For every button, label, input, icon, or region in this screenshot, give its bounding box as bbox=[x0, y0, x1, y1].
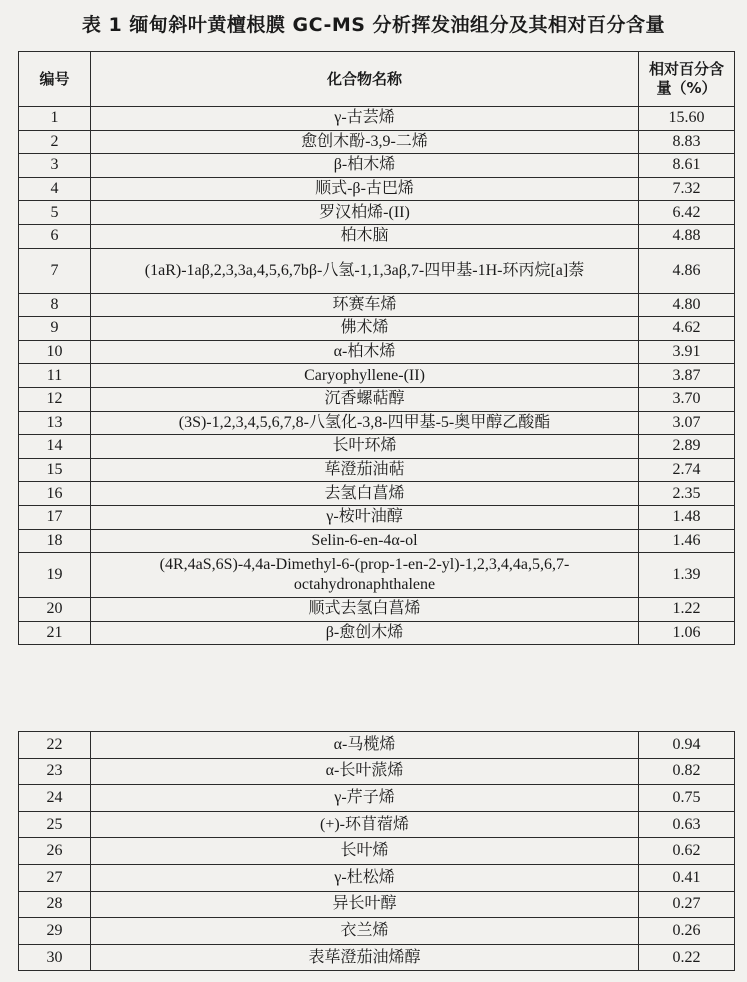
row-number: 2 bbox=[19, 130, 91, 154]
row-number: 17 bbox=[19, 505, 91, 529]
table-row bbox=[19, 201, 735, 225]
row-number: 25 bbox=[19, 811, 91, 838]
row-number: 10 bbox=[19, 340, 91, 364]
row-number: 20 bbox=[19, 598, 91, 622]
compound-name: (4R,4aS,6S)-4,4a-Dimethyl-6-(prop-1-en-2-yl)-1,2,3,4,4a,5,6,7-octahydronaphthalene bbox=[91, 553, 639, 598]
relative-percent: 4.80 bbox=[639, 293, 735, 317]
table-row bbox=[19, 785, 735, 812]
header-number: 编号 bbox=[19, 52, 91, 107]
row-number: 14 bbox=[19, 435, 91, 459]
compound-name: α-柏木烯 bbox=[91, 340, 639, 364]
row-number: 27 bbox=[19, 864, 91, 891]
row-number: 18 bbox=[19, 529, 91, 553]
table-row bbox=[19, 107, 735, 131]
compound-name: 罗汉柏烯-(II) bbox=[91, 201, 639, 225]
compound-name: 柏木脑 bbox=[91, 224, 639, 248]
relative-percent: 8.61 bbox=[639, 154, 735, 178]
row-number: 21 bbox=[19, 621, 91, 645]
table-row bbox=[19, 553, 735, 598]
table-row bbox=[19, 482, 735, 506]
row-number: 22 bbox=[19, 732, 91, 759]
row-number: 1 bbox=[19, 107, 91, 131]
compound-name: γ-芹子烯 bbox=[91, 785, 639, 812]
compound-name: 荜澄茄油萜 bbox=[91, 458, 639, 482]
row-number: 29 bbox=[19, 918, 91, 945]
table-row bbox=[19, 364, 735, 388]
relative-percent: 4.88 bbox=[639, 224, 735, 248]
table-row bbox=[19, 224, 735, 248]
compound-name: 表荜澄茄油烯醇 bbox=[91, 944, 639, 971]
relative-percent: 8.83 bbox=[639, 130, 735, 154]
row-number: 9 bbox=[19, 317, 91, 341]
relative-percent: 0.41 bbox=[639, 864, 735, 891]
row-number: 11 bbox=[19, 364, 91, 388]
table-row bbox=[19, 918, 735, 945]
table-row bbox=[19, 891, 735, 918]
table-row bbox=[19, 340, 735, 364]
compound-name: Selin-6-en-4α-ol bbox=[91, 529, 639, 553]
row-number: 8 bbox=[19, 293, 91, 317]
table-row bbox=[19, 758, 735, 785]
table-row bbox=[19, 387, 735, 411]
row-number: 5 bbox=[19, 201, 91, 225]
table-row bbox=[19, 864, 735, 891]
relative-percent: 1.48 bbox=[639, 505, 735, 529]
table-row bbox=[19, 248, 735, 293]
table-caption: 表 1 缅甸斜叶黄檀根膜 GC-MS 分析挥发油组分及其相对百分含量 bbox=[81, 14, 666, 36]
relative-percent: 2.89 bbox=[639, 435, 735, 459]
compound-name: 愈创木酚-3,9-二烯 bbox=[91, 130, 639, 154]
compound-name: 沉香螺萜醇 bbox=[91, 387, 639, 411]
relative-percent: 3.91 bbox=[639, 340, 735, 364]
relative-percent: 4.86 bbox=[639, 248, 735, 293]
relative-percent: 6.42 bbox=[639, 201, 735, 225]
row-number: 13 bbox=[19, 411, 91, 435]
table-row bbox=[19, 458, 735, 482]
table-row bbox=[19, 944, 735, 971]
row-number: 3 bbox=[19, 154, 91, 178]
table-row bbox=[19, 154, 735, 178]
row-number: 30 bbox=[19, 944, 91, 971]
compound-name: β-柏木烯 bbox=[91, 154, 639, 178]
header-row bbox=[19, 52, 735, 107]
row-number: 4 bbox=[19, 177, 91, 201]
compound-name: (+)-环苜蓿烯 bbox=[91, 811, 639, 838]
compound-name: Caryophyllene-(II) bbox=[91, 364, 639, 388]
compound-name: 顺式去氢白菖烯 bbox=[91, 598, 639, 622]
header-relative-percent: 相对百分含量（%） bbox=[639, 52, 735, 107]
compound-name: γ-古芸烯 bbox=[91, 107, 639, 131]
row-number: 26 bbox=[19, 838, 91, 865]
table-row bbox=[19, 621, 735, 645]
table-row bbox=[19, 293, 735, 317]
relative-percent: 1.06 bbox=[639, 621, 735, 645]
table-row bbox=[19, 811, 735, 838]
compound-name: α-长叶蒎烯 bbox=[91, 758, 639, 785]
relative-percent: 15.60 bbox=[639, 107, 735, 131]
relative-percent: 7.32 bbox=[639, 177, 735, 201]
compound-name: (1aR)-1aβ,2,3,3a,4,5,6,7bβ-八氢-1,1,3aβ,7-四甲基-1H-环丙烷[a]萘 bbox=[91, 248, 639, 293]
compound-name: 衣兰烯 bbox=[91, 918, 639, 945]
relative-percent: 0.75 bbox=[639, 785, 735, 812]
relative-percent: 0.63 bbox=[639, 811, 735, 838]
relative-percent: 0.82 bbox=[639, 758, 735, 785]
row-number: 28 bbox=[19, 891, 91, 918]
table-row bbox=[19, 529, 735, 553]
relative-percent: 0.26 bbox=[639, 918, 735, 945]
row-number: 15 bbox=[19, 458, 91, 482]
relative-percent: 3.07 bbox=[639, 411, 735, 435]
compound-name: α-马榄烯 bbox=[91, 732, 639, 759]
relative-percent: 1.22 bbox=[639, 598, 735, 622]
relative-percent: 1.46 bbox=[639, 529, 735, 553]
table-row bbox=[19, 732, 735, 759]
compound-name: (3S)-1,2,3,4,5,6,7,8-八氢化-3,8-四甲基-5-奥甲醇乙酸酯 bbox=[91, 411, 639, 435]
relative-percent: 0.22 bbox=[639, 944, 735, 971]
row-number: 19 bbox=[19, 553, 91, 598]
relative-percent: 0.94 bbox=[639, 732, 735, 759]
table-row bbox=[19, 435, 735, 459]
relative-percent: 3.87 bbox=[639, 364, 735, 388]
row-number: 24 bbox=[19, 785, 91, 812]
table-row bbox=[19, 177, 735, 201]
relative-percent: 3.70 bbox=[639, 387, 735, 411]
row-number: 12 bbox=[19, 387, 91, 411]
compound-table-part-2 bbox=[18, 731, 735, 971]
relative-percent: 1.39 bbox=[639, 553, 735, 598]
row-number: 23 bbox=[19, 758, 91, 785]
table-row bbox=[19, 505, 735, 529]
compound-name: 去氢白菖烯 bbox=[91, 482, 639, 506]
header-compound-name: 化合物名称 bbox=[91, 52, 639, 107]
table-row bbox=[19, 130, 735, 154]
row-number: 7 bbox=[19, 248, 91, 293]
compound-table-part-1 bbox=[18, 51, 735, 645]
table-row bbox=[19, 598, 735, 622]
relative-percent: 0.27 bbox=[639, 891, 735, 918]
compound-name: 异长叶醇 bbox=[91, 891, 639, 918]
table-row bbox=[19, 411, 735, 435]
relative-percent: 4.62 bbox=[639, 317, 735, 341]
compound-name: 长叶烯 bbox=[91, 838, 639, 865]
compound-name: γ-桉叶油醇 bbox=[91, 505, 639, 529]
compound-name: 长叶环烯 bbox=[91, 435, 639, 459]
compound-name: 佛术烯 bbox=[91, 317, 639, 341]
relative-percent: 0.62 bbox=[639, 838, 735, 865]
compound-name: β-愈创木烯 bbox=[91, 621, 639, 645]
table-row bbox=[19, 838, 735, 865]
row-number: 16 bbox=[19, 482, 91, 506]
relative-percent: 2.74 bbox=[639, 458, 735, 482]
row-number: 6 bbox=[19, 224, 91, 248]
relative-percent: 2.35 bbox=[639, 482, 735, 506]
compound-name: 顺式-β-古巴烯 bbox=[91, 177, 639, 201]
compound-name: 环赛车烯 bbox=[91, 293, 639, 317]
compound-name: γ-杜松烯 bbox=[91, 864, 639, 891]
table-row bbox=[19, 317, 735, 341]
